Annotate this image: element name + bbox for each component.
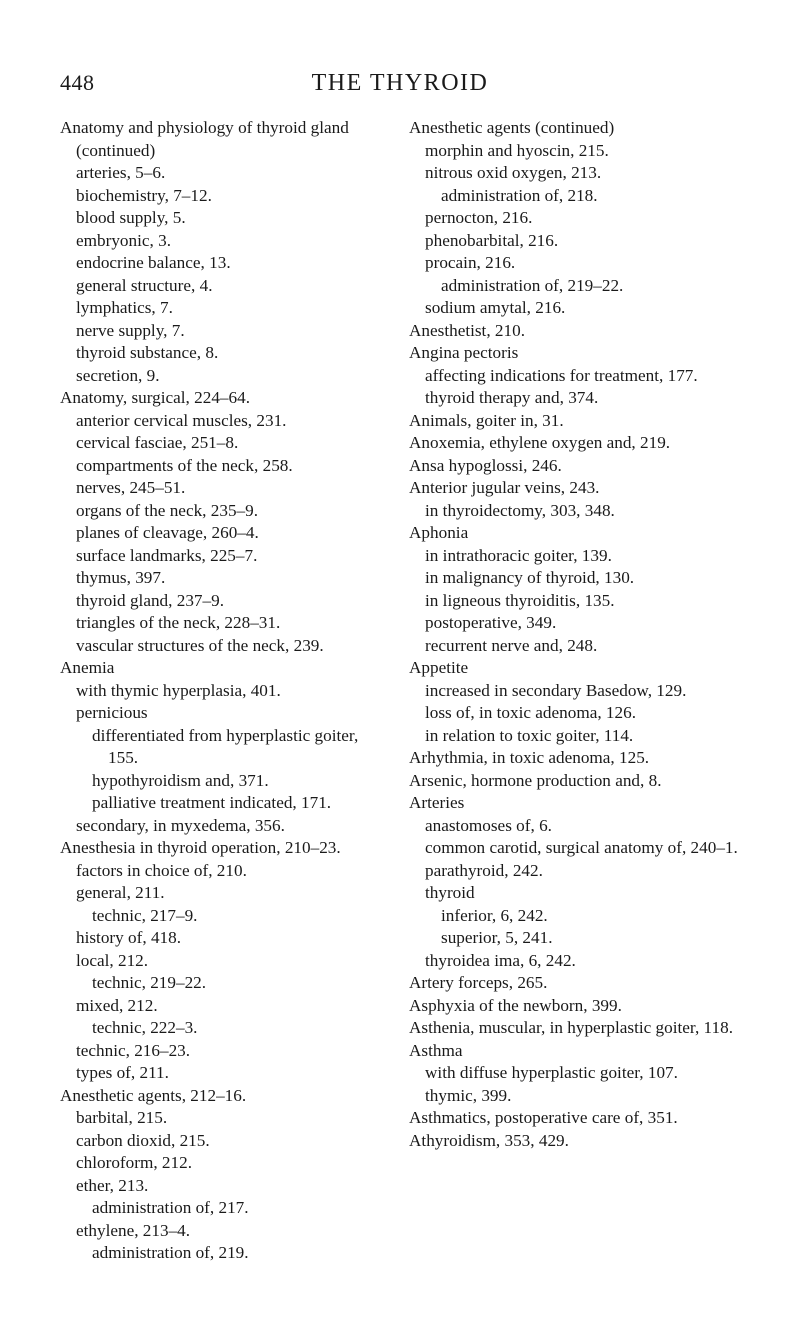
index-subentry: differentiated from hyperplastic goiter, 155. bbox=[92, 725, 359, 767]
index-entry: Artery forceps, 265. bbox=[409, 973, 548, 992]
index-entry: Asthma bbox=[409, 1040, 463, 1060]
index-entry: Animals, goiter in, 31. bbox=[409, 410, 564, 430]
index-subentry: local, 212. bbox=[76, 950, 149, 970]
running-head: THE THYROID bbox=[311, 70, 489, 96]
index-subentry: technic, 216–23. bbox=[76, 1040, 191, 1060]
index-subentry: blood supply, 5. bbox=[76, 208, 186, 227]
index-entry: Anesthesia in thyroid operation, 210–23. bbox=[60, 838, 341, 857]
index-subentry: anastomoses of, 6. bbox=[425, 815, 552, 835]
index-subentry: arteries, 5–6. bbox=[76, 163, 166, 182]
index-subentry: phenobarbital, 216. bbox=[425, 230, 559, 250]
index-column-right bbox=[409, 117, 743, 1152]
index-subentry: hypothyroidism and, 371. bbox=[92, 770, 269, 790]
index-subentry: anterior cervical muscles, 231. bbox=[76, 410, 287, 430]
index-subentry: administration of, 219–22. bbox=[441, 275, 624, 295]
index-subentry: vascular structures of the neck, 239. bbox=[76, 635, 324, 655]
index-entry: Anesthetist, 210. bbox=[409, 320, 526, 340]
index-entry: Arsenic, hormone production and, 8. bbox=[409, 770, 662, 790]
index-subentry: increased in secondary Basedow, 129. bbox=[425, 680, 687, 700]
index-subentry: in relation to toxic goiter, 114. bbox=[425, 725, 634, 745]
index-subentry: ether, 213. bbox=[76, 1175, 149, 1195]
index-subentry: general structure, 4. bbox=[76, 275, 213, 295]
index-subentry: administration of, 218. bbox=[441, 185, 598, 205]
index-subentry: technic, 222–3. bbox=[92, 1018, 198, 1037]
index-subentry: administration of, 219. bbox=[92, 1243, 249, 1262]
index-subentry: general, 211. bbox=[76, 883, 165, 902]
index-subentry: mixed, 212. bbox=[76, 995, 158, 1015]
index-subentry: postoperative, 349. bbox=[425, 613, 557, 632]
index-subentry: barbital, 215. bbox=[76, 1108, 168, 1127]
index-entry: Anemia bbox=[60, 658, 115, 677]
index-subentry: ethylene, 213–4. bbox=[76, 1220, 191, 1240]
index-subentry: procain, 216. bbox=[425, 253, 516, 272]
index-subentry: recurrent nerve and, 248. bbox=[425, 635, 598, 655]
page-number: 448 bbox=[60, 70, 95, 95]
index-subentry: thyroid gland, 237–9. bbox=[76, 590, 224, 610]
index-entry: Appetite bbox=[409, 658, 469, 677]
index-entry: Arhythmia, in toxic adenoma, 125. bbox=[409, 748, 650, 767]
index-entry: Asthenia, muscular, in hyperplastic goiter, 118. bbox=[409, 1018, 733, 1037]
index-entry: Anatomy and physiology of thyroid gland (continued) bbox=[60, 118, 349, 160]
index-subentry: nerve supply, 7. bbox=[76, 320, 185, 340]
index-subentry: pernicious bbox=[76, 703, 148, 722]
index-entry: Anterior jugular veins, 243. bbox=[409, 478, 600, 497]
index-entry: Arteries bbox=[409, 793, 465, 812]
index-subentry: surface landmarks, 225–7. bbox=[76, 545, 258, 565]
index-subentry: types of, 211. bbox=[76, 1063, 169, 1082]
index-subentry: biochemistry, 7–12. bbox=[76, 185, 212, 205]
index-subentry: with diffuse hyperplastic goiter, 107. bbox=[425, 1063, 678, 1082]
index-subentry: morphin and hyoscin, 215. bbox=[425, 140, 609, 160]
index-column-left bbox=[60, 117, 390, 1265]
index-subentry: history of, 418. bbox=[76, 928, 182, 947]
index-subentry: pernocton, 216. bbox=[425, 208, 533, 227]
index-subentry: common carotid, surgical anatomy of, 240–1. bbox=[425, 838, 738, 857]
index-subentry: thymus, 397. bbox=[76, 568, 166, 587]
index-subentry: chloroform, 212. bbox=[76, 1153, 192, 1172]
index-subentry: thyroid substance, 8. bbox=[76, 343, 219, 362]
index-subentry: affecting indications for treatment, 177. bbox=[425, 365, 698, 385]
index-subentry: lymphatics, 7. bbox=[76, 298, 173, 317]
index-subentry: with thymic hyperplasia, 401. bbox=[76, 680, 281, 700]
index-subentry: thyroid bbox=[425, 883, 475, 902]
index-subentry: in malignancy of thyroid, 130. bbox=[425, 568, 635, 587]
index-subentry: factors in choice of, 210. bbox=[76, 860, 247, 880]
index-subentry: embryonic, 3. bbox=[76, 230, 171, 250]
page-header bbox=[60, 70, 740, 106]
index-subentry: in thyroidectomy, 303, 348. bbox=[425, 500, 615, 520]
index-entry: Anesthetic agents (continued) bbox=[409, 118, 615, 137]
index-subentry: thyroid therapy and, 374. bbox=[425, 388, 599, 407]
index-entry: Asthmatics, postoperative care of, 351. bbox=[409, 1108, 678, 1127]
index-subentry: superior, 5, 241. bbox=[441, 928, 553, 947]
index-subentry: parathyroid, 242. bbox=[425, 860, 543, 880]
index-subentry: secretion, 9. bbox=[76, 365, 160, 385]
index-subentry: carbon dioxid, 215. bbox=[76, 1130, 210, 1150]
index-subentry: inferior, 6, 242. bbox=[441, 905, 548, 925]
index-subentry: technic, 219–22. bbox=[92, 973, 207, 992]
index-subentry: nitrous oxid oxygen, 213. bbox=[425, 163, 602, 182]
index-entry: Angina pectoris bbox=[409, 343, 519, 362]
index-entry: Athyroidism, 353, 429. bbox=[409, 1130, 569, 1150]
index-subentry: endocrine balance, 13. bbox=[76, 253, 231, 272]
index-subentry: organs of the neck, 235–9. bbox=[76, 500, 259, 520]
index-subentry: planes of cleavage, 260–4. bbox=[76, 523, 259, 542]
index-subentry: loss of, in toxic adenoma, 126. bbox=[425, 703, 636, 722]
index-subentry: thyroidea ima, 6, 242. bbox=[425, 950, 576, 970]
index-subentry: in ligneous thyroiditis, 135. bbox=[425, 590, 615, 610]
index-entry: Anoxemia, ethylene oxygen and, 219. bbox=[409, 433, 671, 452]
index-subentry: palliative treatment indicated, 171. bbox=[92, 793, 332, 812]
index-subentry: compartments of the neck, 258. bbox=[76, 455, 293, 475]
index-subentry: cervical fasciae, 251–8. bbox=[76, 433, 239, 452]
index-entry: Asphyxia of the newborn, 399. bbox=[409, 995, 622, 1015]
index-subentry: secondary, in myxedema, 356. bbox=[76, 815, 285, 835]
index-subentry: nerves, 245–51. bbox=[76, 478, 186, 497]
index-entry: Anesthetic agents, 212–16. bbox=[60, 1085, 247, 1105]
index-entry: Ansa hypoglossi, 246. bbox=[409, 455, 562, 475]
index-subentry: sodium amytal, 216. bbox=[425, 298, 566, 317]
index-subentry: triangles of the neck, 228–31. bbox=[76, 613, 281, 632]
index-subentry: technic, 217–9. bbox=[92, 905, 198, 925]
index-entry: Aphonia bbox=[409, 523, 469, 542]
index-entry: Anatomy, surgical, 224–64. bbox=[60, 388, 250, 407]
index-subentry: administration of, 217. bbox=[92, 1198, 249, 1217]
index-subentry: in intrathoracic goiter, 139. bbox=[425, 545, 612, 565]
index-subentry: thymic, 399. bbox=[425, 1085, 512, 1105]
